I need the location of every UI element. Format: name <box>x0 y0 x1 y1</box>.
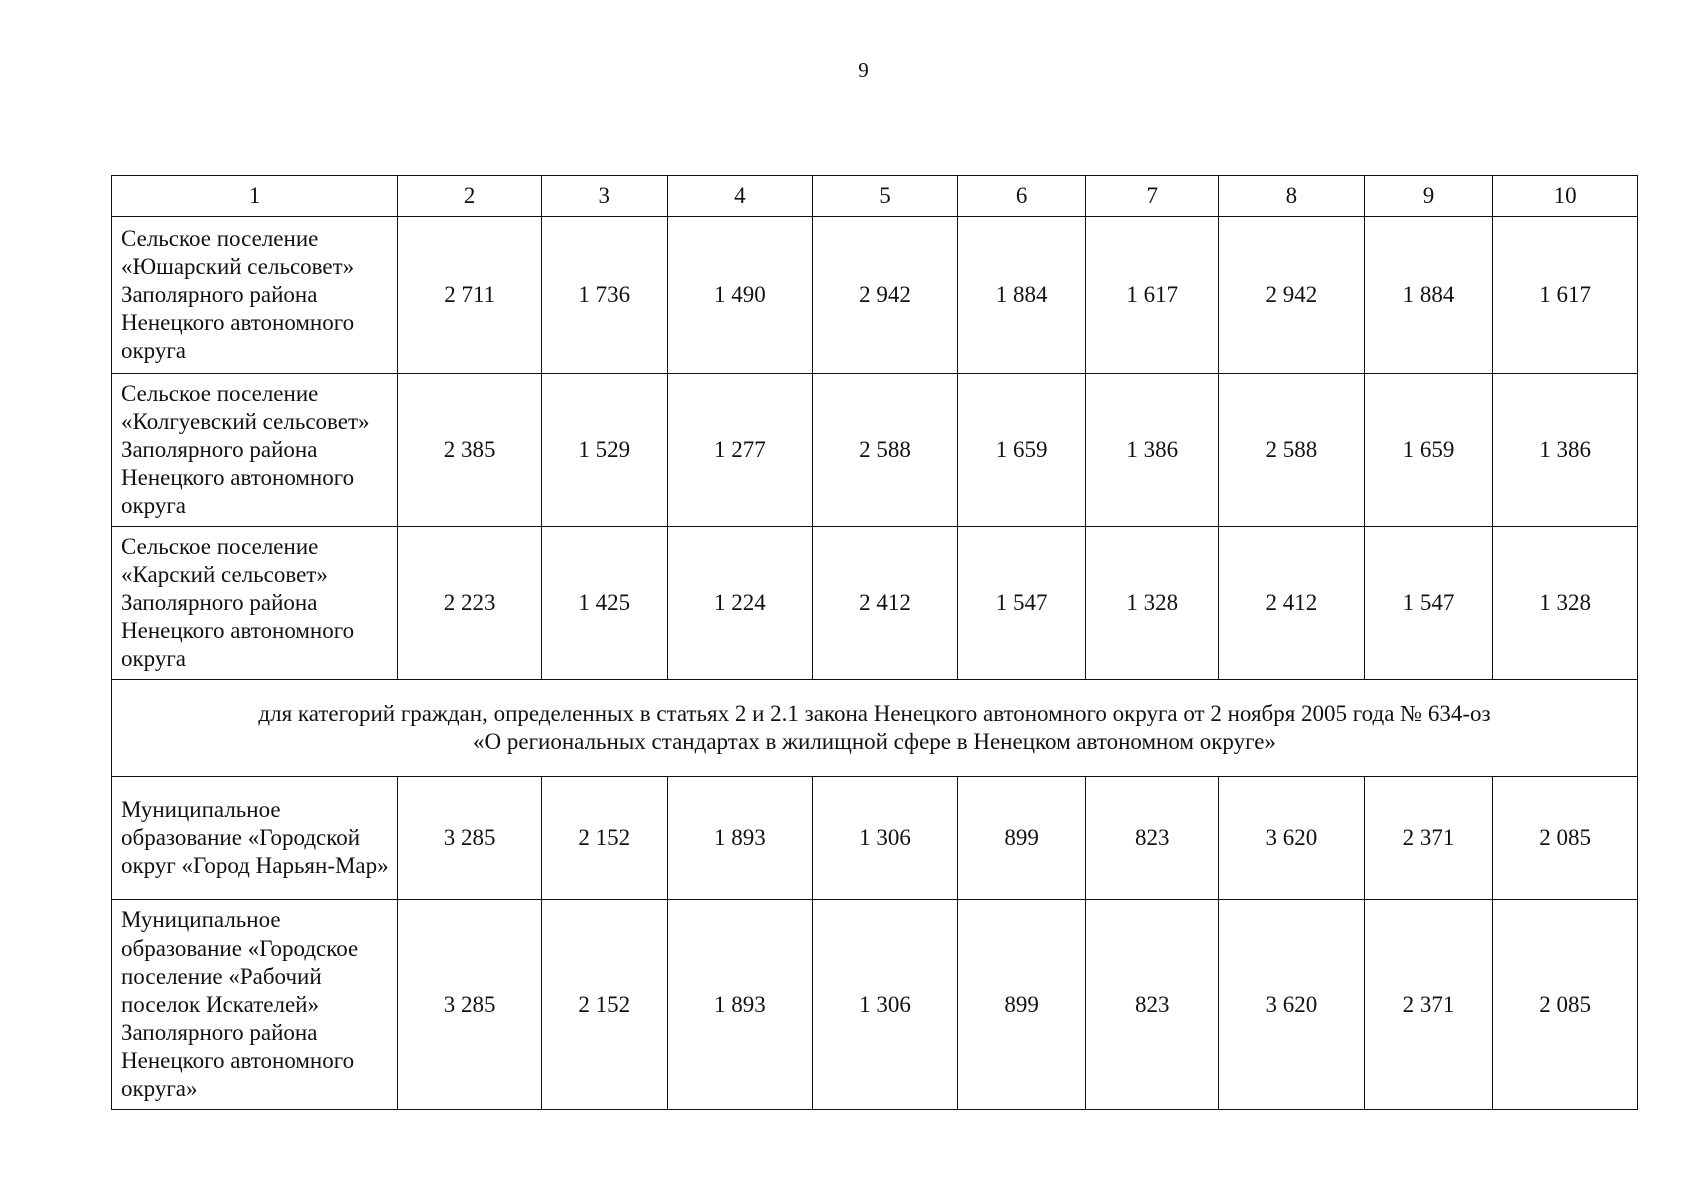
section-heading-line: «О региональных стандартах в жилищной сфере в Ненецком автономном округе» <box>473 729 1276 755</box>
table-cell: 2 085 <box>1493 900 1638 1109</box>
table-cell: 2 152 <box>541 777 667 900</box>
municipality-name: Муниципальное образование «Городской округ «Город Нарьян-Мар» <box>112 777 398 900</box>
table-cell: 2 412 <box>813 527 958 680</box>
table-cell: 3 620 <box>1219 900 1365 1109</box>
table-cell: 1 617 <box>1493 217 1638 374</box>
municipality-name: Сельское поселение «Юшарский сельсовет» Заполярного района Ненецкого автономного округа <box>112 217 398 374</box>
table-cell: 2 942 <box>813 217 958 374</box>
table-cell: 1 884 <box>957 217 1086 374</box>
table-cell: 899 <box>957 777 1086 900</box>
table-cell: 1 736 <box>541 217 667 374</box>
table-cell: 1 328 <box>1493 527 1638 680</box>
table-cell: 2 412 <box>1219 527 1365 680</box>
table-cell: 2 711 <box>398 217 542 374</box>
section-heading-line: для категорий граждан, определенных в статьях 2 и 2.1 закона Ненецкого автономного округа от 2 ноября 2005 года № 634-оз <box>258 700 1491 726</box>
table-row <box>112 527 1638 680</box>
table-cell: 1 547 <box>1364 527 1493 680</box>
table-cell: 3 620 <box>1219 777 1365 900</box>
table-cell: 2 085 <box>1493 777 1638 900</box>
table-cell: 1 224 <box>667 527 813 680</box>
table-cell: 1 884 <box>1364 217 1493 374</box>
data-table <box>111 175 1638 1110</box>
table-cell: 2 942 <box>1219 217 1365 374</box>
column-header: 8 <box>1219 176 1365 217</box>
table-cell: 823 <box>1086 777 1219 900</box>
table-cell: 2 588 <box>1219 374 1365 527</box>
table-cell: 1 529 <box>541 374 667 527</box>
table-cell: 2 371 <box>1364 900 1493 1109</box>
table-cell: 1 386 <box>1086 374 1219 527</box>
table-row <box>112 777 1638 900</box>
column-header: 4 <box>667 176 813 217</box>
table-cell: 1 306 <box>813 777 958 900</box>
table-cell: 899 <box>957 900 1086 1109</box>
table-cell: 3 285 <box>398 777 542 900</box>
column-header: 6 <box>957 176 1086 217</box>
table-cell: 1 277 <box>667 374 813 527</box>
column-header: 5 <box>813 176 958 217</box>
page-number: 9 <box>858 58 869 82</box>
table-cell: 2 385 <box>398 374 542 527</box>
table-cell: 1 659 <box>1364 374 1493 527</box>
column-header: 2 <box>398 176 542 217</box>
table-row <box>112 900 1638 1109</box>
municipality-name: Сельское поселение «Карский сельсовет» Заполярного района Ненецкого автономного округа <box>112 527 398 680</box>
column-header: 10 <box>1493 176 1638 217</box>
column-header: 3 <box>541 176 667 217</box>
table-cell: 1 306 <box>813 900 958 1109</box>
table-cell: 2 223 <box>398 527 542 680</box>
table-cell: 2 152 <box>541 900 667 1109</box>
table-cell: 1 490 <box>667 217 813 374</box>
table-cell: 1 659 <box>957 374 1086 527</box>
section-heading-row <box>112 680 1638 777</box>
section-heading <box>112 680 1638 777</box>
table-cell: 1 893 <box>667 777 813 900</box>
table-cell: 1 617 <box>1086 217 1219 374</box>
municipality-name: Сельское поселение «Колгуевский сельсовет» Заполярного района Ненецкого автономного округа <box>112 374 398 527</box>
table-cell: 1 425 <box>541 527 667 680</box>
table-cell: 3 285 <box>398 900 542 1109</box>
municipality-name: Муниципальное образование «Городское поселение «Рабочий поселок Искателей» Заполярного района Ненецкого автономного округа» <box>112 900 398 1109</box>
table-cell: 1 386 <box>1493 374 1638 527</box>
column-number-row <box>112 176 1638 217</box>
table-cell: 2 371 <box>1364 777 1493 900</box>
table-cell: 823 <box>1086 900 1219 1109</box>
column-header: 9 <box>1364 176 1493 217</box>
column-header: 7 <box>1086 176 1219 217</box>
table-cell: 1 893 <box>667 900 813 1109</box>
table-cell: 2 588 <box>813 374 958 527</box>
table-cell: 1 328 <box>1086 527 1219 680</box>
table-cell: 1 547 <box>957 527 1086 680</box>
column-header: 1 <box>112 176 398 217</box>
table-row <box>112 374 1638 527</box>
table-row <box>112 217 1638 374</box>
